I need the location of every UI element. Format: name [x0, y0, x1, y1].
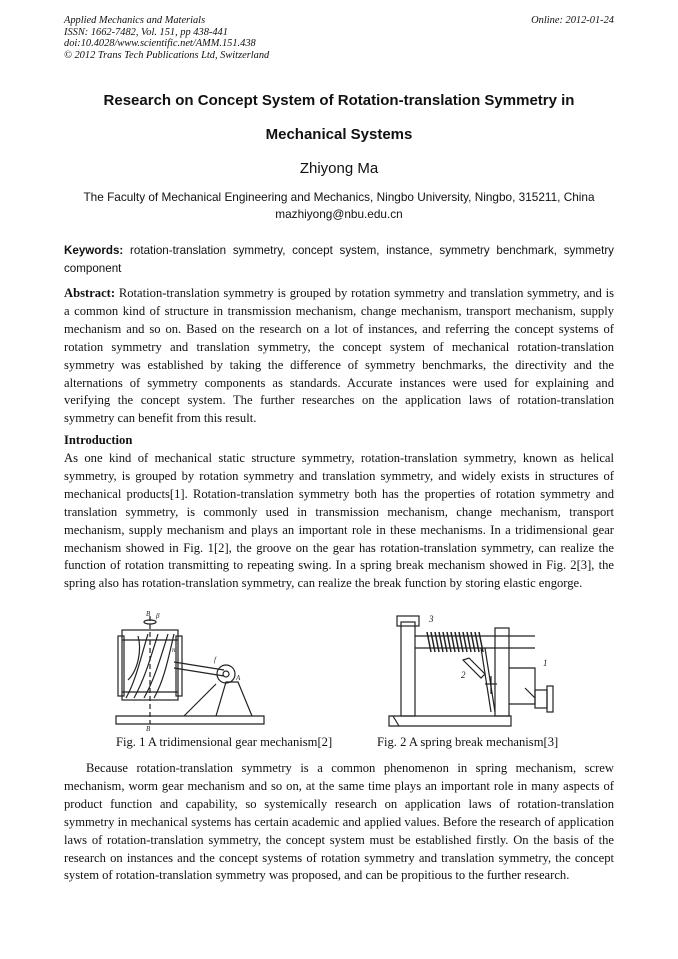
- abstract-label: Abstract:: [64, 286, 116, 300]
- fig1-label-b-top: B: [146, 610, 151, 618]
- figure-1-caption: Fig. 1 A tridimensional gear mechanism[2]: [116, 735, 333, 749]
- abstract-text: Rotation-translation symmetry is grouped by rotation symmetry and translation symmetry, and is a common kind of structure in transmission mechanism, change mechanism, transport mechanism, supply mechanism and so on. Based on the research on a lot of instances, and referring the concept systems of rotation symmetry and translation symmetry, the concept system of mechanical rotation-translation symmetry was established by taking the difference of symmetry benchmarks, the directivity and the alternations of symmetry components as standards. Accurate instances were used for explaining and verifying the concept system. The further researches on the application laws of rotation-translation symmetry can benefit from this result.: [64, 286, 614, 426]
- fig2-label-3: 3: [429, 614, 434, 624]
- author-email[interactable]: mazhiyong@nbu.edu.cn: [275, 207, 403, 221]
- fig1-label-f: f: [214, 656, 216, 664]
- figure-1-gear-mechanism: [114, 610, 274, 732]
- fig2-label-2: 2: [461, 670, 466, 680]
- fig1-label-b-bottom: B: [146, 725, 151, 732]
- fig1-label-beta: β: [156, 612, 160, 620]
- body-paragraph: Because rotation-translation symmetry is a common phenomenon in spring mechanism, screw mechanism, worm gear mechanism and so on, at the same time plays an important role in many aspects of product function and capability, so systemically research on application laws of rotation-translation symmetry in mechanical systems has certain academic and applied values. Before the research of application laws of rotation-translation symmetry, the concept system must be established firstly. On the basis of the research on instances and the concept systems of rotation symmetry and translation symmetry, the concept system of rotation-translation symmetry was proposed, and can be propitious to the further research.: [64, 761, 614, 883]
- journal-name: Applied Mechanics and Materials: [64, 15, 206, 26]
- intro-paragraph: As one kind of mechanical static structure symmetry, rotation-translation symmetry, known as helical symmetry, is grouped by rotation symmetry and translation symmetry, and widely exists in structures of mechanical products[1]. Rotation-translation symmetry both has the properties of rotation symmetry and translation symmetry, is commonly used in transmission mechanism, change mechanism, transport mechanism, supply mechanism and plays an important role in these mechanisms. In a tridimensional gear mechanism showed in Fig. 1[2], the groove on the gear has rotation-translation symmetry, can realize the function of rotation transmitting to repeating swing. In a spring break mechanism showed in Fig. 2[3], the spring also has rotation-translation symmetry, can realize the break function by storing elastic engorge.: [64, 451, 614, 591]
- section-heading-introduction: Introduction: [64, 433, 133, 447]
- figure-2-caption: Fig. 2 A spring break mechanism[3]: [377, 735, 559, 749]
- journal-doi[interactable]: doi:10.4028/www.scientific.net/AMM.151.438: [64, 38, 256, 50]
- fig1-label-a: A: [236, 674, 241, 682]
- abstract: [64, 285, 614, 428]
- keywords: [64, 242, 614, 277]
- fig2-label-1: 1: [543, 658, 548, 668]
- journal-copyright: © 2012 Trans Tech Publications Ltd, Switzerland: [64, 49, 270, 61]
- author-affiliation: [64, 189, 614, 223]
- paper-title-line-2: Mechanical Systems: [265, 126, 413, 143]
- online-date: Online: 2012-01-24: [531, 15, 614, 26]
- keywords-text: rotation-translation symmetry, concept system, instance, symmetry benchmark, symmetry component: [64, 244, 614, 275]
- paper-title-line-1: Research on Concept System of Rotation-translation Symmetry in: [103, 92, 575, 109]
- affiliation-text: The Faculty of Mechanical Engineering and Mechanics, Ningbo University, Ningbo, 315211, China: [83, 190, 595, 204]
- journal-header: [64, 15, 269, 61]
- keywords-label: Keywords:: [64, 244, 124, 257]
- author-name: Zhiyong Ma: [299, 160, 379, 177]
- figure-2-spring-break-mechanism: [385, 608, 560, 734]
- fig1-label-n: n: [172, 646, 176, 654]
- journal-issn: ISSN: 1662-7482, Vol. 151, pp 438-441: [64, 26, 228, 38]
